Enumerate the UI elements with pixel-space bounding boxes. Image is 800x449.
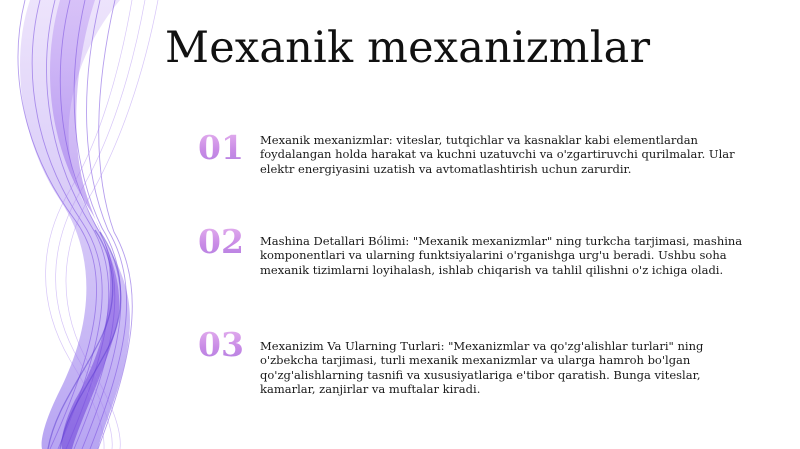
item-description-02: Mashina Detallari Bólimi: "Mexanik mexanizmlar" ning turkcha tarjimasi, mashina komponentlari va ularning funktsiyalarini o'rganishga urg'u beradi. Ushbu soha mexanik tizimlarni loyihalash, ishlab chiqarish va tahlil qilishni o'z ichiga oladi. bbox=[260, 234, 743, 277]
item-number-03: 03 bbox=[198, 325, 248, 365]
item-number-02: 02 bbox=[198, 222, 248, 262]
item-description-03: Mexanizim Va Ularning Turlari: "Mexanizmlar va qo'zg'alishlar turlari" ning o'zbekcha tarjimasi, turli mexanik mexanizmlar va ularga hamroh bo'lgan qo'zg'alishlarning tasnifi va xususiyatlariga e'tibor qaratish. Bunga viteslar, kamarlar, zanjirlar va muftalar kiradi. bbox=[260, 339, 704, 396]
item-description-01: Mexanik mexanizmlar: viteslar, tutqichlar va kasnaklar kabi elementlardan foydalangan holda harakat va kuchni uzatuvchi va o'zgartiruvchi qurilmalar. Ular elektr energiyasini uzatish va avtomatlashtirish uchun zarurdir. bbox=[260, 133, 735, 176]
item-number-01: 01 bbox=[198, 128, 248, 168]
slide-title: Mexanik mexanizmlar bbox=[165, 23, 651, 73]
